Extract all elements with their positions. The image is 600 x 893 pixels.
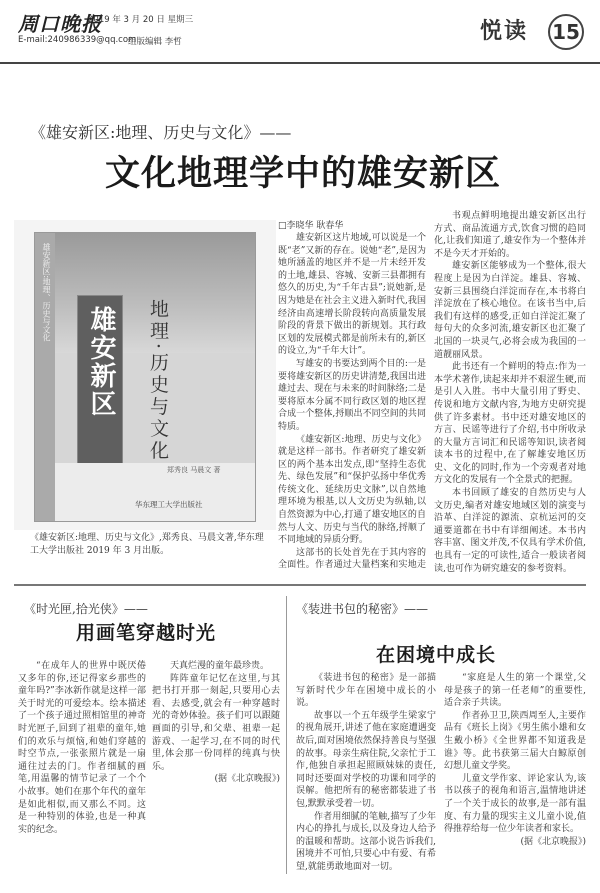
article3-paragraph: 《装进书包的秘密》是一部描写新时代少年在困境中成长的小说。 <box>296 673 436 709</box>
article2-kicker: 《时光匣,拾光侠》—— <box>24 602 148 616</box>
book-author: 郑秀良 马晨文 著 <box>167 466 221 474</box>
article3-paragraph: 儿童文学作家、评论家认为,该书以孩子的视角和语言,温情地讲述了一个关于成长的故事,是一部有温度、有力量的现实主义儿童小说,值得推荐给每一位少年读者和家长。 <box>444 773 586 835</box>
newspaper-name: 周口晚报 <box>18 12 102 36</box>
article1-column-1 <box>278 232 426 572</box>
article2-source: (据《北京晚报》) <box>214 774 280 785</box>
article1-paragraph: 《雄安新区:地理、历史与文化》就是这样一部书。作者研究了雄安新区的两个基本出发点,即“坚持生态优先、绿色发展”和“保护弘扬中华优秀传统文化、延续历史文脉”,以自然地理环境为根基,以人文历史为纵轴,以自然资源为中心,打通了雄安地区的自然与人文、历史与当代的脉络,捋顺了不同地域的异质分野。 <box>278 434 426 546</box>
book-cover-photo <box>14 220 276 530</box>
article3-paragraph: “家庭是人生的第一个课堂,父母是孩子的第一任老师”的重要性,适合亲子共读。 <box>444 673 586 709</box>
book-title-box <box>77 295 123 491</box>
book-cover <box>34 232 256 522</box>
masthead <box>0 0 600 64</box>
book-publisher: 华东理工大学出版社 <box>135 500 203 509</box>
article3-paragraph: 作者孙卫卫,陕西周至人,主要作品有《班长上岗》《男生熊小雄和女生戴小桥》《全世界都不知道我是谁》等。此书获第三届大白鲸原创幻想儿童文学奖。 <box>444 710 586 772</box>
article3-source: (据《北京晚报》) <box>520 836 586 847</box>
article3-column-1 <box>296 672 436 874</box>
article1-paragraph: 本书回顾了雄安的自然历史与人文历史,编者对雄安地域区划的演变与沿革、白洋淀的源流、京杭运河的交通要道都在书中有详细阐述。本书内容丰富、图文并茂,不仅具有学术价值,也具有一定的可读性,适合一般读者阅读,也可作为研究雄安的参考资料。 <box>434 488 586 572</box>
article1-column-2 <box>434 210 586 572</box>
article3-paragraph: 作者用细腻的笔触,描写了少年内心的挣扎与成长,以及身边人给予的温暖和帮助。这部小说告诉我们,困境并不可怕,只要心中有爱、有希望,就能勇敢地面对一切。 <box>296 811 436 872</box>
article1-banner <box>0 108 600 208</box>
article2-headline: 用画笔穿越时光 <box>76 622 217 644</box>
article1-paragraph: 这部书的长处首先在于其内容的全面性。作者通过大量档案和实地走 <box>278 547 426 571</box>
article3-kicker: 《装进书包的秘密》—— <box>296 602 429 616</box>
article2-column-1 <box>18 660 146 874</box>
article1-headline: 文化地理学中的雄安新区 <box>105 153 502 194</box>
column-divider <box>286 596 287 874</box>
article1-paragraph: 雄安新区能够成为一个整体,很大程度上是因为白洋淀。雄县、容城、安新三县围绕白洋淀而存在,本书将白洋淀放在了核心地位。在该书当中,后我们有这样的感受,正如白洋淀汇聚了每句大的众多河流,雄安新区也汇聚了北国的一块灵气,必将会成为我国的一道靓丽风景。 <box>434 261 586 360</box>
page-number: 15 <box>548 14 584 50</box>
section-divider <box>14 584 586 586</box>
article1-kicker: 《雄安新区:地理、历史与文化》—— <box>30 123 292 142</box>
issue-date: 2019 年 3 月 20 日 星期三 <box>88 15 194 25</box>
book-spine-text: 雄安新区:地理、历史与文化 <box>42 243 51 342</box>
article3-headline: 在困境中成长 <box>376 644 497 666</box>
article2-paragraph: 阵阵童年记忆在这里,与其把书打开那一刻起,只要用心去看、去感受,就会有一种穿越时光的奇妙体验。孩子们可以跟随画面的引导,和父辈、祖辈一起游戏、一起学习,在不同的时代里,体会那一份同样的纯真与快乐。 <box>152 673 280 772</box>
article2-paragraph: “在成年人的世界中既厌倦又多年的你,还记得家乡那些的童年吗?”李冰新作就是这样一部关于时光的可爱绘本。绘本描述了一个孩子通过照相馆里的神奇时光匣子,回到了祖辈的童年,她们的欢乐与烦恼,和她们穿越的时空节点,一张张照片就是一扇通往过去的门。作者细腻的画笔,用温馨的情节记录了一个个小故事。她们在那个年代的童年是如此相似,而又那么不同。这是一种特别的体验,也是一种真实的纪念。 <box>18 661 146 835</box>
article2-column-2 <box>152 660 280 874</box>
book-bottom-panel <box>55 463 256 522</box>
book-subtitle: 地理·历史与文化 <box>147 299 169 463</box>
book-spine <box>35 233 55 522</box>
article3-paragraph: 故事以一个五年级学生梁家宁的视角展开,讲述了他在家庭遭遇变故后,面对困境依然保持善良与坚强的故事。母亲生病住院,父亲忙于工作,他独自承担起照顾妹妹的责任,同时还要面对学校的功课和同学的误解。他把所有的秘密都装进了书包,默默承受着一切。 <box>296 710 436 809</box>
article1-paragraph: 此书还有一个鲜明的特点:作为一本学术著作,读起来却并不艰涩生硬,而是引人入胜。书中大量引用了野史、传说和地方文献内容,为地方史研究提供了许多素材。书中还对雄安地区的方言、民谣等进行了介绍,书中所收录的大量方言词汇和民谣等知识,读者阅读本书的过程中,在了解雄安地区历史、文化的同时,作为一个旁观者对地方文化的发展有一个全景式的把握。 <box>434 362 586 486</box>
editor-credits: 组版编辑 李哲 <box>128 37 182 47</box>
article1-paragraph: 写雄安的书要达到两个目的:一是要将雄安新区的历史讲清楚,我国出进雄过去、现在与未来的时间脉络;二是要将原本分属不同行政区划的地区捏合成一个整体,捋顺出不同空间的共同特质。 <box>278 358 426 432</box>
contact-email: E-mail:240986339@qq.com <box>18 35 137 45</box>
article1-byline: □李晓华 耿春华 <box>278 221 344 231</box>
article3-column-2 <box>444 672 586 874</box>
article1-paragraph: 雄安新区这片地域,可以说是一个既“老”又新的存在。说她“老”,是因为她所涵盖的地区并不是一片未经开发的土地,雄县、容城、安新三县都拥有悠久的历史,为“千年古县”;说她新,是因为她是在社会主义进入新时代,我国经济由高速增长阶段转向高质量发展阶段的背景下做出的新规划。其行政区划的发展模式都是前所未有的,新区的设立,为“千年大计”。 <box>278 233 426 357</box>
book-title: 雄安新区 <box>86 306 116 418</box>
photo-caption: 《雄安新区:地理、历史与文化》,郑秀良、马晨文著,华东理工大学出版社 2019 年 3 月出版。 <box>30 533 264 556</box>
article2-paragraph: 天真烂漫的童年最珍贵。 <box>170 661 270 671</box>
section-name: 悦读 <box>480 18 529 44</box>
article1-paragraph: 书观点鲜明地提出雄安新区出行方式、商品流通方式,饮食习惯的趋同化,让我们知道了,雄安作为一个整体并不是今天才开始的。 <box>434 211 586 259</box>
